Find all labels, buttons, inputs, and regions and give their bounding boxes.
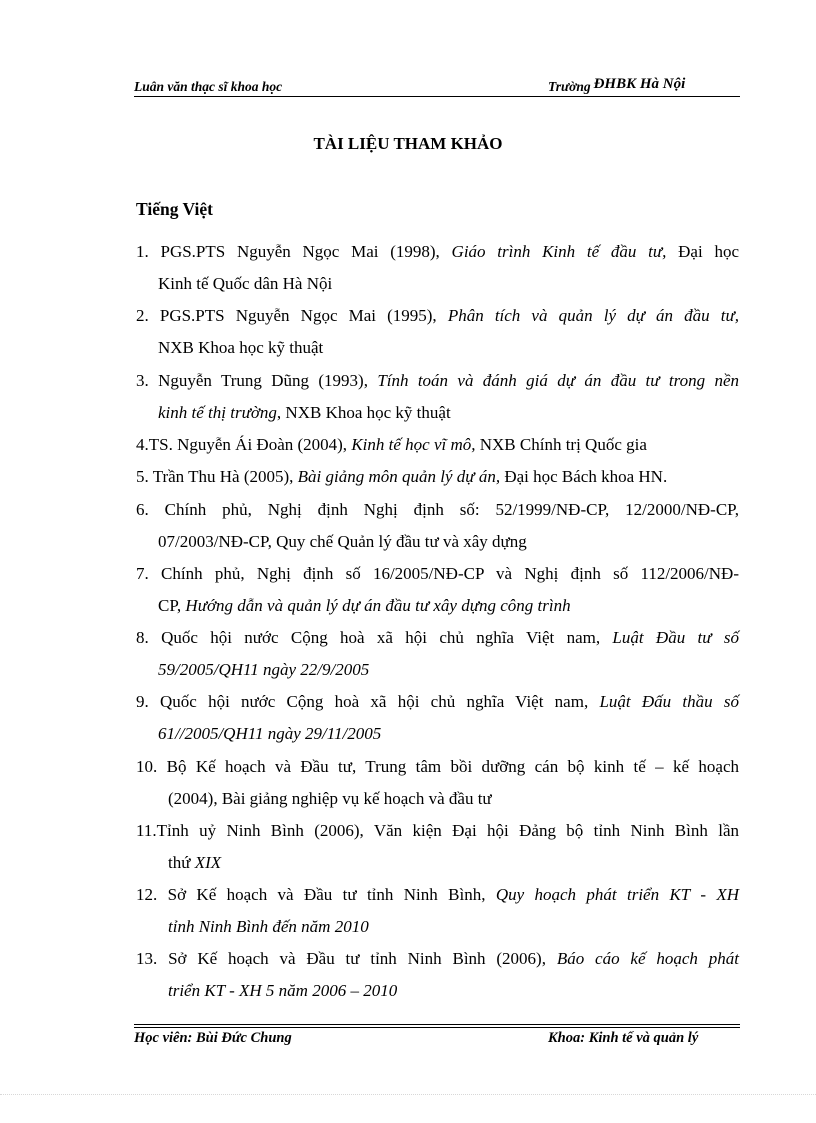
page-title: TÀI LIỆU THAM KHẢO [313,134,503,153]
reference-item [136,943,739,1007]
reference-item [136,429,739,461]
footer-faculty: Khoa: Kinh tế và quản lý [548,1030,699,1046]
footer-student: Học viên: Bùi Đức Chung [134,1030,292,1046]
reference-item [136,461,739,493]
header-university-prefix: Trường [548,79,591,94]
reference-line: 10. Bộ Kế hoạch và Đầu tư, Trung tâm bồi dưỡng cán bộ kinh tế – kế hoạch [136,757,739,776]
reference-line: 12. Sở Kế hoạch và Đầu tư tỉnh Ninh Bình, Quy hoạch phát triển KT - XH [136,885,739,904]
reference-line: 4.TS. Nguyễn Ái Đoàn (2004), Kinh tế học vĩ mô, NXB Chính trị Quốc gia [136,435,647,454]
reference-line: 9. Quốc hội nước Cộng hoà xã hội chủ nghĩa Việt nam, Luật Đấu thầu số [136,692,739,711]
reference-line: 1. PGS.PTS Nguyễn Ngọc Mai (1998), Giáo trình Kinh tế đầu tư, Đại học [136,242,739,261]
reference-line: thứ XIX [168,853,222,872]
reference-item [136,300,739,364]
reference-item [136,686,739,750]
reference-item [136,815,739,879]
header-university [548,76,686,96]
page-header [134,74,740,97]
reference-item [136,236,739,300]
footer-divider [134,1024,740,1025]
header-university-name: ĐHBK Hà Nội [593,76,686,92]
reference-line: 5. Trần Thu Hà (2005), Bài giảng môn quản lý dự án, Đại học Bách khoa HN. [136,467,668,486]
reference-item [136,751,739,815]
reference-line: 3. Nguyễn Trung Dũng (1993), Tính toán và đánh giá dự án đầu tư trong nền [136,371,739,390]
reference-item [136,622,739,686]
footer-divider-thin [134,1027,740,1028]
reference-line: 07/2003/NĐ-CP, Quy chế Quản lý đầu tư và xây dựng [158,532,527,551]
reference-line: (2004), Bài giảng nghiệp vụ kế hoạch và đầu tư [168,789,492,808]
reference-line: triển KT - XH 5 năm 2006 – 2010 [168,981,398,1000]
reference-line: NXB Khoa học kỹ thuật [158,338,324,357]
reference-line: Kinh tế Quốc dân Hà Nội [158,274,333,293]
reference-line: 61//2005/QH11 ngày 29/11/2005 [158,724,382,743]
reference-line: 6. Chính phủ, Nghị định Nghị định số: 52/1999/NĐ-CP, 12/2000/NĐ-CP, [136,500,739,519]
reference-item [136,558,739,622]
reference-line: 2. PGS.PTS Nguyễn Ngọc Mai (1995), Phân tích và quản lý dự án đầu tư, [136,306,739,325]
reference-line: kinh tế thị trường, NXB Khoa học kỹ thuật [158,403,451,422]
section-heading: Tiếng Việt [136,199,213,219]
reference-line: 7. Chính phủ, Nghị định số 16/2005/NĐ-CP và Nghị định số 112/2006/NĐ- [136,564,739,583]
reference-item [136,879,739,943]
reference-line: 59/2005/QH11 ngày 22/9/2005 [158,660,370,679]
reference-item [136,365,739,429]
reference-line: 8. Quốc hội nước Cộng hoà xã hội chủ nghĩa Việt nam, Luật Đầu tư số [136,628,739,647]
reference-item [136,494,739,558]
page-edge-dotted-line [0,1094,816,1095]
reference-line: tỉnh Ninh Bình đến năm 2010 [168,917,369,936]
reference-line: 11.Tỉnh uỷ Ninh Bình (2006), Văn kiện Đại hội Đảng bộ tỉnh Ninh Bình lần [136,821,739,840]
header-thesis-label: Luân văn thạc sĩ khoa học [134,79,283,94]
reference-line: CP, Hướng dẫn và quản lý dự án đầu tư xây dựng công trình [158,596,571,615]
reference-line: 13. Sở Kế hoạch và Đầu tư tỉnh Ninh Bình (2006), Báo cáo kế hoạch phát [136,949,739,968]
